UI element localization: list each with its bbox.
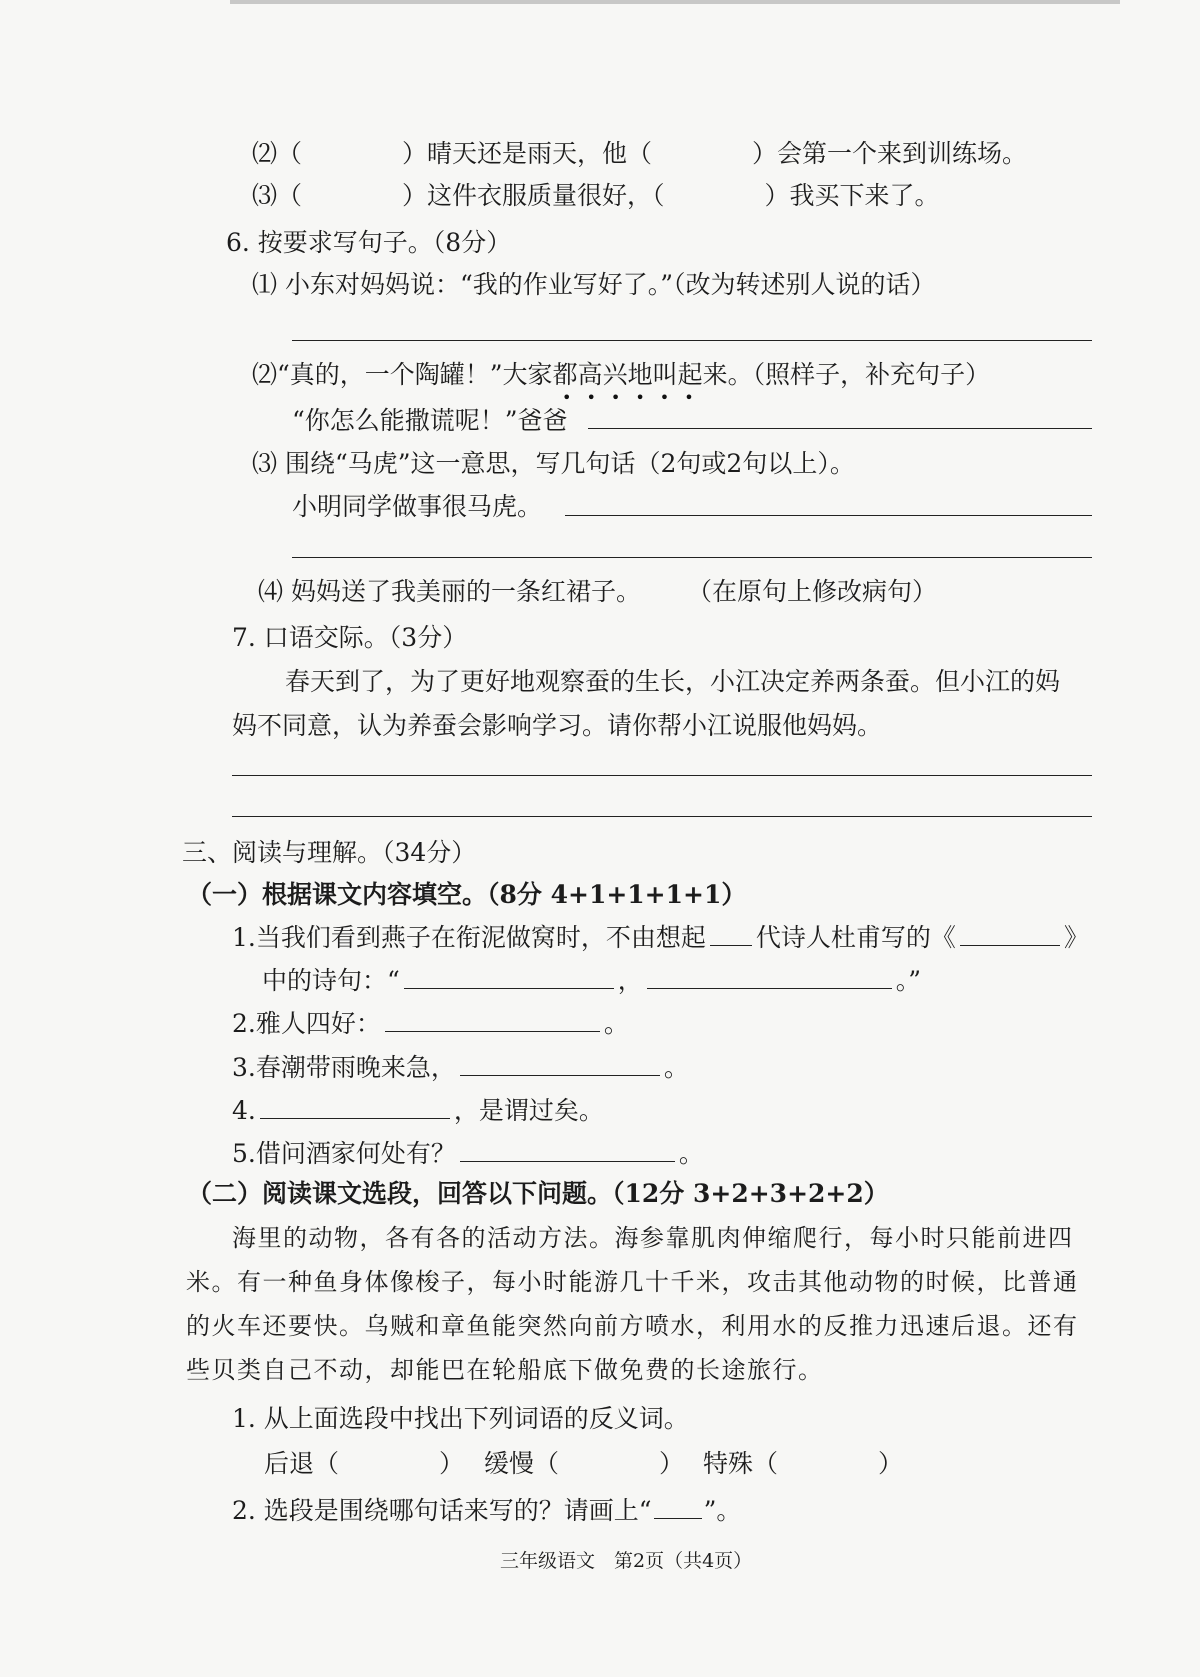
answer-line	[232, 816, 1092, 817]
q7-paragraph-line-2: 妈不同意，认为养蚕会影响学习。请你帮小江说服他妈妈。	[232, 711, 883, 740]
part-two-title: （二）阅读课文选段，回答以下问题。（12分 3+2+3+2+2）	[187, 1179, 889, 1208]
answer-line	[232, 775, 1092, 776]
answer-line	[565, 515, 1092, 516]
page-footer: 三年级语文 第2页（共4页）	[500, 1550, 753, 1572]
q6-item-4: ⑷ 妈妈送了我美丽的一条红裙子。 （在原句上修改病句）	[258, 577, 937, 606]
passage-line-4: 些贝类自己不动，却能巴在轮船底下做免费的长途旅行。	[186, 1356, 824, 1384]
q7-paragraph-line-1: 春天到了，为了更好地观察蚕的生长，小江决定养两条蚕。但小江的妈	[285, 667, 1061, 696]
passage-line-2: 米。有一种鱼身体像梭子，每小时能游几十千米，攻击其他动物的时候，比普通	[186, 1268, 1079, 1296]
antonym-word-2: 缓慢（ ）	[484, 1449, 685, 1478]
fill-q1-line-1: 1.当我们看到燕子在衔泥做窝时，不由想起 代诗人杜甫写的《 》	[232, 919, 1089, 955]
reading-q1: 1. 从上面选段中找出下列词语的反义词。	[232, 1404, 689, 1433]
fill-q2: 2.雅人四好： 。	[232, 1005, 629, 1041]
passage-line-1: 海里的动物，各有各的活动方法。海参靠肌肉伸缩爬行，每小时只能前进四	[232, 1224, 1074, 1252]
q6-item-3-prompt: 小明同学做事很马虎。	[292, 492, 543, 521]
q5-item-3: ⑶（ ）这件衣服质量很好，（ ）我买下来了。	[252, 181, 940, 210]
q6-item-1: ⑴ 小东对妈妈说：“我的作业写好了。”（改为转述别人说的话）	[252, 270, 936, 299]
fill-q4: 4. ，是谓过矣。	[232, 1092, 604, 1128]
q5-item-2: ⑵（ ）晴天还是雨天，他（ ）会第一个来到训练场。	[252, 139, 1028, 168]
fill-q1-line-2: 中的诗句：“ ， 。”	[262, 962, 921, 998]
passage-line-3: 的火车还要快。乌贼和章鱼能突然向前方喷水，利用水的反推力迅速后退。还有	[186, 1312, 1079, 1340]
reading-q2: 2. 选段是围绕哪句话来写的？请画上“ ”。	[232, 1492, 741, 1528]
antonym-word-3: 特殊（ ）	[703, 1449, 904, 1478]
q6-title: 6. 按要求写句子。（8分）	[226, 228, 512, 257]
section-three-title: 三、阅读与理解。（34分）	[182, 838, 477, 867]
q6-item-2-prompt: “你怎么能撒谎呢！”爸爸	[292, 406, 568, 435]
part-one-title: （一）根据课文内容填空。（8分 4+1+1+1+1）	[187, 880, 747, 909]
fill-q3: 3.春潮带雨晚来急， 。	[232, 1049, 689, 1085]
answer-line	[588, 428, 1092, 429]
q7-title: 7. 口语交际。（3分）	[232, 623, 468, 652]
answer-line	[292, 340, 1092, 341]
scan-edge	[230, 0, 1120, 4]
antonym-word-1: 后退（ ）	[264, 1449, 465, 1478]
fill-q5: 5.借问酒家何处有？ 。	[232, 1135, 704, 1171]
answer-line	[292, 557, 1092, 558]
emphasis-dots: ••••••	[562, 388, 709, 407]
q6-item-2: ⑵“真的，一个陶罐！”大家都高兴地叫起来。（照样子，补充句子）	[252, 360, 991, 389]
q6-item-3: ⑶ 围绕“马虎”这一意思，写几句话（2句或2句以上）。	[252, 449, 855, 478]
